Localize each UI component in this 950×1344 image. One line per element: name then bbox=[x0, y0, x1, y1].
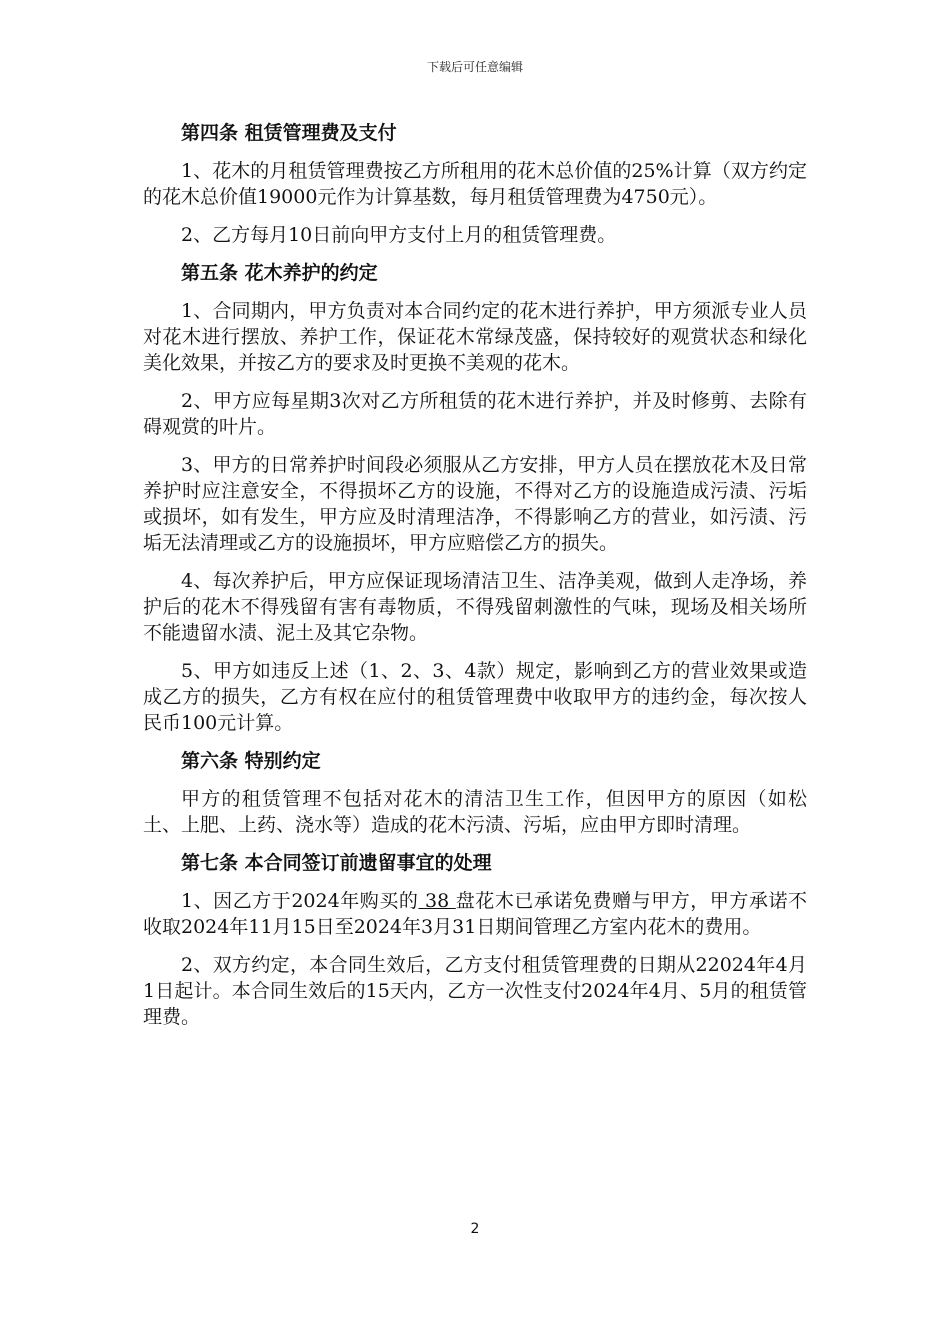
article-7-heading: 第七条 本合同签订前遗留事宜的处理 bbox=[181, 852, 492, 874]
article-7-clause-1-start: 1、因乙方于2024年购买的 bbox=[181, 890, 419, 912]
article-5-heading: 第五条 花木养护的约定 bbox=[181, 262, 378, 284]
article-7-clause-1-end: 盘花木已承诺免费赠与甲方，甲方承诺不收取2024年11月15日至2024年3月31日期间管理乙方室内花木的费用。 bbox=[143, 890, 807, 938]
article-6-clause-1: 甲方的租赁管理不包括对花木的清洁卫生工作，但因甲方的原因（如松土、上肥、上药、浇水等）造成的花木污渍、污垢，应由甲方即时清理。 bbox=[143, 788, 807, 836]
article-6-heading: 第六条 特别约定 bbox=[181, 750, 321, 772]
article-5-clause-3: 3、甲方的日常养护时间段必须服从乙方安排，甲方人员在摆放花木及日常养护时应注意安全，不得损坏乙方的设施，不得对乙方的设施造成污渍、污垢或损坏，如有发生，甲方应及时清理洁净，不得影响乙方的营业，如污渍、污垢无法清理或乙方的设施损坏，甲方应赔偿乙方的损失。 bbox=[143, 454, 807, 554]
document-body bbox=[143, 120, 807, 1042]
article-4-heading: 第四条 租赁管理费及支付 bbox=[181, 122, 397, 144]
article-4-clause-2: 2、乙方每月10日前向甲方支付上月的租赁管理费。 bbox=[181, 224, 617, 246]
page-number: 2 bbox=[470, 1221, 480, 1237]
header-note: 下载后可任意编辑 bbox=[426, 60, 523, 74]
article-5-clause-5: 5、甲方如违反上述（1、2、3、4款）规定，影响到乙方的营业效果或造成乙方的损失，乙方有权在应付的租赁管理费中收取甲方的违约金，每次按人民币100元计算。 bbox=[143, 660, 807, 734]
article-5-clause-2: 2、甲方应每星期3次对乙方所租赁的花木进行养护，并及时修剪、去除有碍观赏的叶片。 bbox=[143, 390, 807, 438]
quantity-underlined: 38 bbox=[418, 890, 456, 912]
article-4-clause-1: 1、花木的月租赁管理费按乙方所租用的花木总价值的25%计算（双方约定的花木总价值19000元作为计算基数，每月租赁管理费为4750元）。 bbox=[143, 160, 807, 208]
article-7-clause-2: 2、双方约定，本合同生效后，乙方支付租赁管理费的日期从22024年4月1日起计。本合同生效后的15天内，乙方一次性支付2024年4月、5月的租赁管理费。 bbox=[143, 954, 807, 1028]
article-5-clause-1: 1、合同期内，甲方负责对本合同约定的花木进行养护，甲方须派专业人员对花木进行摆放、养护工作，保证花木常绿茂盛，保持较好的观赏状态和绿化美化效果，并按乙方的要求及时更换不美观的花木。 bbox=[143, 300, 807, 374]
article-5-clause-4: 4、每次养护后，甲方应保证现场清洁卫生、洁净美观，做到人走净场，养护后的花木不得残留有害有毒物质，不得残留刺激性的气味，现场及相关场所不能遗留水渍、泥土及其它杂物。 bbox=[143, 570, 807, 644]
article-7-clause-1 bbox=[143, 888, 807, 940]
